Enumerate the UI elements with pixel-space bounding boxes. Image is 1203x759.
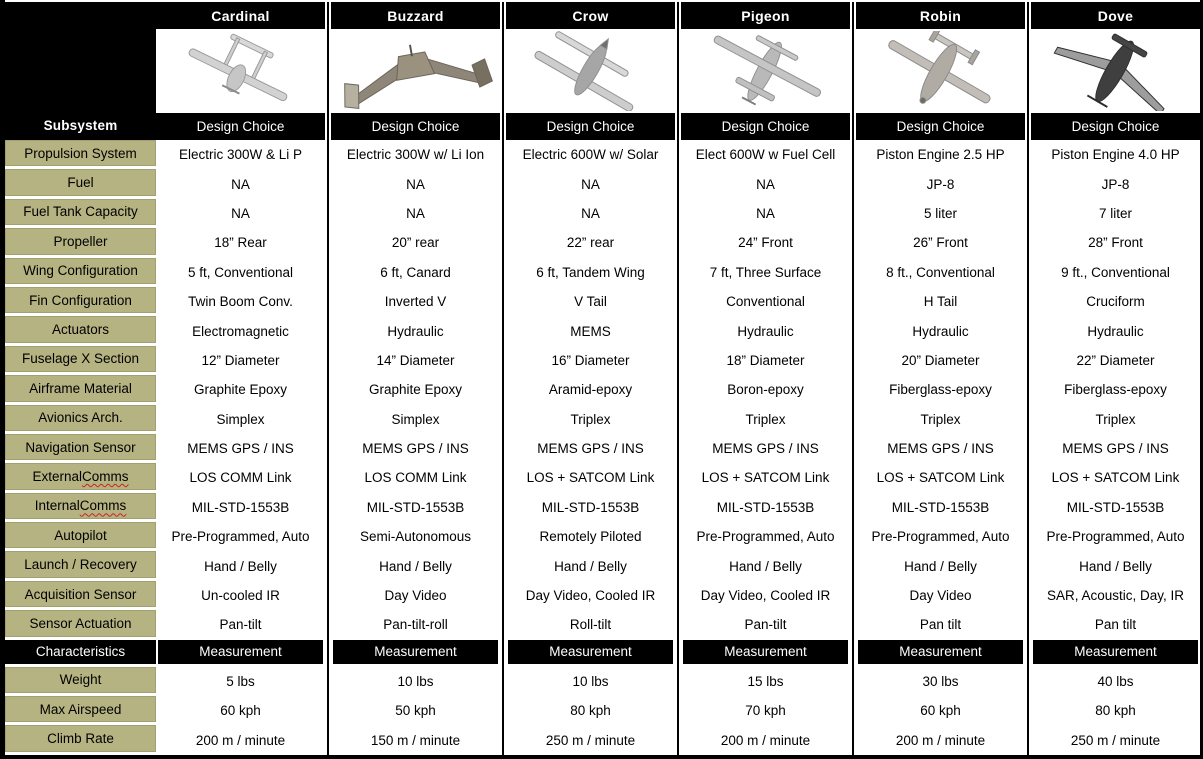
pigeon-aircraft-icon — [681, 29, 850, 113]
cell-dove-launch-recovery: Hand / Belly — [1031, 551, 1200, 580]
cell-buzzard-fuel-tank-capacity: NA — [331, 199, 500, 228]
cell-cardinal-airframe-material: Graphite Epoxy — [156, 375, 325, 404]
label-row — [5, 725, 156, 754]
cell-robin-max-airspeed: 60 kph — [856, 696, 1025, 725]
row-label-propulsion-system: Propulsion System — [5, 140, 156, 166]
label-row — [5, 405, 156, 434]
cell-buzzard-external-comms: LOS COMM Link — [331, 463, 500, 492]
cell-pigeon-autopilot: Pre-Programmed, Auto — [681, 522, 850, 551]
cell-crow-launch-recovery: Hand / Belly — [506, 551, 675, 580]
label-row — [5, 696, 156, 725]
robin-aircraft-icon — [856, 29, 1025, 113]
cell-crow-fuel-tank-capacity: NA — [506, 199, 675, 228]
row-label-avionics-arch: Avionics Arch. — [5, 405, 156, 431]
aircraft-column-cardinal — [156, 2, 325, 755]
row-label-navigation-sensor: Navigation Sensor — [5, 434, 156, 460]
cell-cardinal-weight: 5 lbs — [156, 667, 325, 696]
row-label-actuators: Actuators — [5, 316, 156, 342]
cell-buzzard-sensor-actuation: Pan-tilt-roll — [331, 610, 500, 639]
label-row — [5, 463, 156, 492]
cell-pigeon-fin-configuration: Conventional — [681, 287, 850, 316]
cell-buzzard-airframe-material: Graphite Epoxy — [331, 375, 500, 404]
cell-pigeon-propulsion-system: Elect 600W w Fuel Cell — [681, 140, 850, 169]
label-row — [5, 169, 156, 198]
cell-buzzard-actuators: Hydraulic — [331, 316, 500, 345]
label-row — [5, 140, 156, 169]
design-choice-header: Design Choice — [506, 113, 675, 140]
label-row — [5, 316, 156, 345]
cell-buzzard-avionics-arch: Simplex — [331, 405, 500, 434]
cell-robin-airframe-material: Fiberglass-epoxy — [856, 375, 1025, 404]
cell-buzzard-wing-configuration: 6 ft, Canard — [331, 258, 500, 287]
aircraft-column-robin — [856, 2, 1025, 755]
cell-dove-fin-configuration: Cruciform — [1031, 287, 1200, 316]
cell-crow-propeller: 22” rear — [506, 228, 675, 257]
cell-pigeon-fuselage-x-section: 18” Diameter — [681, 346, 850, 375]
cell-robin-fuel-tank-capacity: 5 liter — [856, 199, 1025, 228]
subsystem-row-labels — [5, 140, 156, 640]
cell-dove-internal-comms: MIL-STD-1553B — [1031, 493, 1200, 522]
cell-dove-fuselage-x-section: 22” Diameter — [1031, 346, 1200, 375]
cell-pigeon-weight: 15 lbs — [681, 667, 850, 696]
cell-dove-sensor-actuation: Pan tilt — [1031, 610, 1200, 639]
characteristic-row-labels — [5, 667, 156, 755]
measurement-header: Measurement — [333, 640, 498, 664]
cell-robin-climb-rate: 200 m / minute — [856, 725, 1025, 754]
cell-robin-fin-configuration: H Tail — [856, 287, 1025, 316]
cell-cardinal-acquisition-sensor: Un-cooled IR — [156, 581, 325, 610]
cell-robin-sensor-actuation: Pan tilt — [856, 610, 1025, 639]
design-choice-header: Design Choice — [856, 113, 1025, 140]
row-label-max-airspeed: Max Airspeed — [5, 696, 156, 722]
cell-pigeon-fuel: NA — [681, 169, 850, 198]
column-title-buzzard: Buzzard — [331, 2, 500, 29]
label-row — [5, 258, 156, 287]
cell-pigeon-actuators: Hydraulic — [681, 316, 850, 345]
aircraft-column-buzzard — [331, 2, 500, 755]
cell-crow-fin-configuration: V Tail — [506, 287, 675, 316]
measurement-header: Measurement — [683, 640, 848, 664]
cell-cardinal-climb-rate: 200 m / minute — [156, 725, 325, 754]
crow-aircraft-icon — [506, 29, 675, 113]
cell-pigeon-sensor-actuation: Pan-tilt — [681, 610, 850, 639]
aircraft-column-pigeon — [681, 2, 850, 755]
label-row — [5, 287, 156, 316]
column-title-pigeon: Pigeon — [681, 2, 850, 29]
cell-buzzard-fin-configuration: Inverted V — [331, 287, 500, 316]
aircraft-columns — [156, 2, 1200, 755]
row-label-fuel-tank-capacity: Fuel Tank Capacity — [5, 199, 156, 225]
cell-pigeon-max-airspeed: 70 kph — [681, 696, 850, 725]
cell-cardinal-fuel: NA — [156, 169, 325, 198]
cell-crow-avionics-arch: Triplex — [506, 405, 675, 434]
subsystem-label-column — [5, 2, 156, 755]
cell-dove-climb-rate: 250 m / minute — [1031, 725, 1200, 754]
cell-buzzard-max-airspeed: 50 kph — [331, 696, 500, 725]
cell-pigeon-wing-configuration: 7 ft, Three Surface — [681, 258, 850, 287]
cell-cardinal-propulsion-system: Electric 300W & Li P — [156, 140, 325, 169]
row-label-climb-rate: Climb Rate — [5, 725, 156, 751]
column-title-dove: Dove — [1031, 2, 1200, 29]
cell-pigeon-acquisition-sensor: Day Video, Cooled IR — [681, 581, 850, 610]
row-label-wing-configuration: Wing Configuration — [5, 258, 156, 284]
cell-dove-avionics-arch: Triplex — [1031, 405, 1200, 434]
cell-robin-fuselage-x-section: 20” Diameter — [856, 346, 1025, 375]
cell-crow-acquisition-sensor: Day Video, Cooled IR — [506, 581, 675, 610]
label-row — [5, 375, 156, 404]
cell-crow-actuators: MEMS — [506, 316, 675, 345]
design-choice-header: Design Choice — [1031, 113, 1200, 140]
characteristics-header-label: Characteristics — [35, 644, 126, 660]
cell-dove-propeller: 28” Front — [1031, 228, 1200, 257]
aircraft-column-crow — [506, 2, 675, 755]
cell-robin-wing-configuration: 8 ft., Conventional — [856, 258, 1025, 287]
cell-dove-propulsion-system: Piston Engine 4.0 HP — [1031, 140, 1200, 169]
cell-buzzard-navigation-sensor: MEMS GPS / INS — [331, 434, 500, 463]
row-label-weight: Weight — [5, 667, 156, 693]
cell-crow-navigation-sensor: MEMS GPS / INS — [506, 434, 675, 463]
cell-buzzard-internal-comms: MIL-STD-1553B — [331, 493, 500, 522]
cell-crow-climb-rate: 250 m / minute — [506, 725, 675, 754]
cell-cardinal-fuselage-x-section: 12” Diameter — [156, 346, 325, 375]
cell-pigeon-navigation-sensor: MEMS GPS / INS — [681, 434, 850, 463]
cell-cardinal-avionics-arch: Simplex — [156, 405, 325, 434]
cell-pigeon-internal-comms: MIL-STD-1553B — [681, 493, 850, 522]
cell-buzzard-weight: 10 lbs — [331, 667, 500, 696]
cell-dove-max-airspeed: 80 kph — [1031, 696, 1200, 725]
label-row — [5, 228, 156, 257]
cell-pigeon-avionics-arch: Triplex — [681, 405, 850, 434]
row-label-external-comms: External Comms — [5, 463, 156, 489]
measurement-header: Measurement — [158, 640, 323, 664]
cell-dove-external-comms: LOS + SATCOM Link — [1031, 463, 1200, 492]
row-label-sensor-actuation: Sensor Actuation — [5, 610, 156, 636]
label-row — [5, 493, 156, 522]
cell-cardinal-autopilot: Pre-Programmed, Auto — [156, 522, 325, 551]
cell-crow-sensor-actuation: Roll-tilt — [506, 610, 675, 639]
cell-cardinal-internal-comms: MIL-STD-1553B — [156, 493, 325, 522]
cell-crow-external-comms: LOS + SATCOM Link — [506, 463, 675, 492]
cell-dove-airframe-material: Fiberglass-epoxy — [1031, 375, 1200, 404]
row-label-internal-comms: Internal Comms — [5, 493, 156, 519]
cell-cardinal-max-airspeed: 60 kph — [156, 696, 325, 725]
label-row — [5, 581, 156, 610]
row-label-fuselage-x-section: Fuselage X Section — [5, 346, 156, 372]
row-label-fuel: Fuel — [5, 169, 156, 195]
buzzard-aircraft-icon — [331, 29, 500, 113]
cell-cardinal-launch-recovery: Hand / Belly — [156, 551, 325, 580]
cell-buzzard-propeller: 20” rear — [331, 228, 500, 257]
cell-cardinal-fin-configuration: Twin Boom Conv. — [156, 287, 325, 316]
label-row — [5, 610, 156, 639]
cell-robin-fuel: JP-8 — [856, 169, 1025, 198]
cell-buzzard-acquisition-sensor: Day Video — [331, 581, 500, 610]
cardinal-aircraft-icon — [156, 29, 325, 113]
aircraft-column-dove — [1031, 2, 1200, 755]
cell-pigeon-climb-rate: 200 m / minute — [681, 725, 850, 754]
cell-pigeon-propeller: 24” Front — [681, 228, 850, 257]
cell-cardinal-actuators: Electromagnetic — [156, 316, 325, 345]
column-title-cardinal: Cardinal — [156, 2, 325, 29]
cell-robin-external-comms: LOS + SATCOM Link — [856, 463, 1025, 492]
cell-dove-fuel: JP-8 — [1031, 169, 1200, 198]
cell-crow-autopilot: Remotely Piloted — [506, 522, 675, 551]
cell-robin-actuators: Hydraulic — [856, 316, 1025, 345]
label-row — [5, 199, 156, 228]
cell-crow-internal-comms: MIL-STD-1553B — [506, 493, 675, 522]
cell-dove-autopilot: Pre-Programmed, Auto — [1031, 522, 1200, 551]
cell-pigeon-external-comms: LOS + SATCOM Link — [681, 463, 850, 492]
cell-dove-wing-configuration: 9 ft., Conventional — [1031, 258, 1200, 287]
subsystem-corner-header — [5, 2, 156, 140]
design-choice-header: Design Choice — [156, 113, 325, 140]
cell-cardinal-sensor-actuation: Pan-tilt — [156, 610, 325, 639]
label-row — [5, 346, 156, 375]
cell-buzzard-fuel: NA — [331, 169, 500, 198]
design-choice-header: Design Choice — [681, 113, 850, 140]
row-label-launch-recovery: Launch / Recovery — [5, 551, 156, 577]
cell-robin-autopilot: Pre-Programmed, Auto — [856, 522, 1025, 551]
cell-robin-avionics-arch: Triplex — [856, 405, 1025, 434]
cell-buzzard-climb-rate: 150 m / minute — [331, 725, 500, 754]
cell-pigeon-launch-recovery: Hand / Belly — [681, 551, 850, 580]
column-title-robin: Robin — [856, 2, 1025, 29]
cell-robin-navigation-sensor: MEMS GPS / INS — [856, 434, 1025, 463]
cell-dove-fuel-tank-capacity: 7 liter — [1031, 199, 1200, 228]
cell-crow-weight: 10 lbs — [506, 667, 675, 696]
cell-crow-fuselage-x-section: 16” Diameter — [506, 346, 675, 375]
cell-crow-airframe-material: Aramid-epoxy — [506, 375, 675, 404]
row-label-propeller: Propeller — [5, 228, 156, 254]
cell-buzzard-propulsion-system: Electric 300W w/ Li Ion — [331, 140, 500, 169]
cell-buzzard-autopilot: Semi-Autonomous — [331, 522, 500, 551]
spellcheck-underline: Comms — [82, 468, 129, 484]
row-label-acquisition-sensor: Acquisition Sensor — [5, 581, 156, 607]
column-title-crow: Crow — [506, 2, 675, 29]
cell-dove-actuators: Hydraulic — [1031, 316, 1200, 345]
cell-robin-propeller: 26” Front — [856, 228, 1025, 257]
cell-crow-max-airspeed: 80 kph — [506, 696, 675, 725]
characteristics-header-bar — [5, 640, 156, 664]
dove-aircraft-icon — [1031, 29, 1200, 113]
cell-crow-fuel: NA — [506, 169, 675, 198]
design-choice-header: Design Choice — [331, 113, 500, 140]
measurement-header: Measurement — [858, 640, 1023, 664]
cell-pigeon-airframe-material: Boron-epoxy — [681, 375, 850, 404]
row-label-fin-configuration: Fin Configuration — [5, 287, 156, 313]
cell-cardinal-navigation-sensor: MEMS GPS / INS — [156, 434, 325, 463]
row-label-autopilot: Autopilot — [5, 522, 156, 548]
measurement-header: Measurement — [508, 640, 673, 664]
label-row — [5, 434, 156, 463]
cell-cardinal-propeller: 18” Rear — [156, 228, 325, 257]
cell-robin-launch-recovery: Hand / Belly — [856, 551, 1025, 580]
cell-dove-navigation-sensor: MEMS GPS / INS — [1031, 434, 1200, 463]
cell-pigeon-fuel-tank-capacity: NA — [681, 199, 850, 228]
row-label-airframe-material: Airframe Material — [5, 375, 156, 401]
spellcheck-underline: Comms — [79, 498, 127, 514]
measurement-header: Measurement — [1033, 640, 1198, 664]
cell-cardinal-external-comms: LOS COMM Link — [156, 463, 325, 492]
subsystem-header-label: Subsystem — [43, 118, 118, 133]
cell-robin-propulsion-system: Piston Engine 2.5 HP — [856, 140, 1025, 169]
cell-robin-weight: 30 lbs — [856, 667, 1025, 696]
cell-cardinal-fuel-tank-capacity: NA — [156, 199, 325, 228]
cell-crow-wing-configuration: 6 ft, Tandem Wing — [506, 258, 675, 287]
cell-buzzard-launch-recovery: Hand / Belly — [331, 551, 500, 580]
cell-dove-weight: 40 lbs — [1031, 667, 1200, 696]
label-row — [5, 667, 156, 696]
label-row — [5, 551, 156, 580]
cell-robin-internal-comms: MIL-STD-1553B — [856, 493, 1025, 522]
cell-buzzard-fuselage-x-section: 14” Diameter — [331, 346, 500, 375]
label-row — [5, 522, 156, 551]
cell-robin-acquisition-sensor: Day Video — [856, 581, 1025, 610]
cell-crow-propulsion-system: Electric 600W w/ Solar — [506, 140, 675, 169]
cell-cardinal-wing-configuration: 5 ft, Conventional — [156, 258, 325, 287]
cell-dove-acquisition-sensor: SAR, Acoustic, Day, IR — [1031, 581, 1200, 610]
